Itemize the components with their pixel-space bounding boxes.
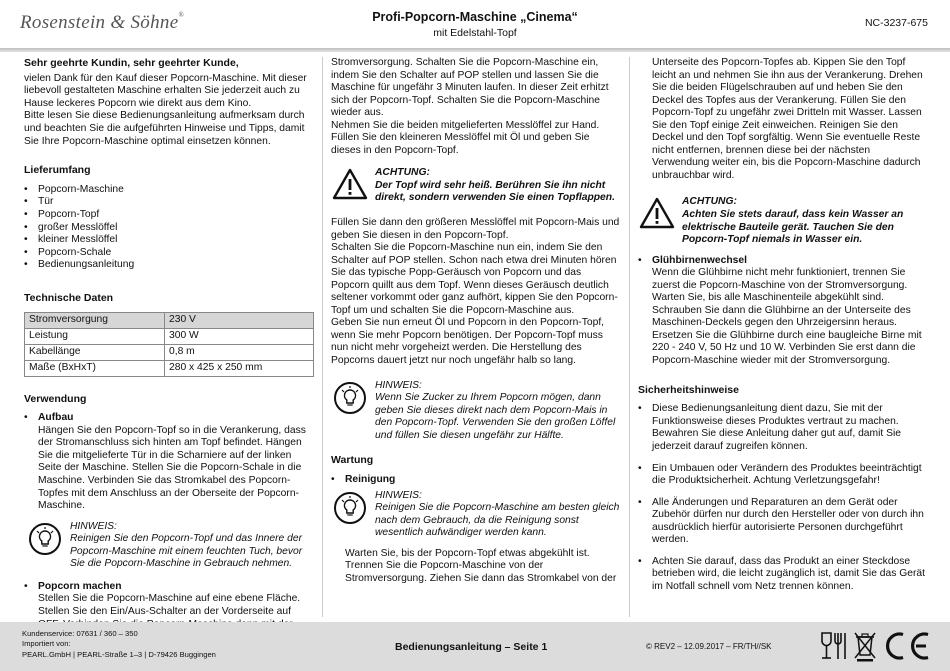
warning-text: Der Topf wird sehr heiß. Berühren Sie ihn nicht direkt, sondern verwenden Sie einen Topflappen. xyxy=(375,179,615,204)
note-title: HINWEIS: xyxy=(375,489,422,501)
paragraph: Nehmen Sie die beiden mitgelieferten Messlöffel zur Hand. Füllen Sie den kleineren Messlöffel mit Öl und geben Sie dieses in den Popcorn-Topf. xyxy=(331,119,600,156)
weee-bin-icon xyxy=(852,630,878,667)
greeting: Sehr geehrte Kundin, sehr geehrter Kunde, xyxy=(24,57,239,69)
spec-value: 280 x 425 x 250 mm xyxy=(165,360,314,376)
header-divider xyxy=(0,48,950,52)
title-block xyxy=(0,10,950,40)
spec-label: Leistung xyxy=(25,328,165,344)
bulb-block xyxy=(638,255,928,368)
doc-number: NC-3237-675 xyxy=(864,17,928,29)
brand-name: Rosenstein & Söhne xyxy=(20,12,179,33)
note-box xyxy=(26,521,314,571)
lightbulb-icon xyxy=(331,380,371,416)
certification-icons xyxy=(818,630,932,667)
bullet: • xyxy=(24,580,28,592)
warning-content xyxy=(678,196,928,246)
importer-label: Importiert von: xyxy=(22,639,71,649)
note-text: Reinigen Sie die Popcorn-Maschine am besten gleich nach dem Gebrauch, da die Reinigung sonst wesentlich aufwändiger werden kann. xyxy=(375,502,620,539)
list-item: • Ein Umbauen oder Verändern des Produktes beeinträchtigt die Produktsicherheit. Achtung Verletzungsgefahr! xyxy=(638,463,928,488)
lightbulb-icon xyxy=(26,521,66,557)
note-text: Reinigen Sie den Popcorn-Topf und das Innere der Popcorn-Maschine mit einem feuchten Tuch, bevor Sie die Popcorn-Maschine in Gebrauch nehmen. xyxy=(70,533,303,570)
section-heading-scope: Lieferumfang xyxy=(24,164,91,177)
list-item: • Achten Sie darauf, dass das Produkt an einer Steckdose betrieben wird, die leicht zugänglich ist, damit Sie das Gerät im Notfall schnell vom Netz trennen können. xyxy=(638,556,928,594)
list-item: • Diese Bedienungsanleitung dient dazu, Sie mit der Funktionsweise dieses Produktes vertraut zu machen. Bewahren Sie diese Anleitung daher gut auf, damit Sie jederzeit darauf zugreifen können. xyxy=(638,403,928,453)
warning-triangle-icon xyxy=(638,196,678,232)
table-row xyxy=(25,328,314,344)
ce-mark-icon xyxy=(882,630,932,667)
paragraph: Unterseite des Popcorn-Topfes ab. Kippen Sie den Topf leicht an und nehmen Sie ihn aus der Verankerung. Drehen Sie die beiden Flügelschrauben auf und heben Sie den Deckel des Topfes aus der Verankerung. Füllen Sie den Popcorn-Topf zu ungefähr zwei Dritteln mit Wasser. Lassen Sie den Topf einige Zeit einweichen. Reinigen Sie den Deckel und den Topf sorgfältig. Wenn Sie eventuelle Reste nicht entfernen, brennen diese bei der nächsten Verwendung weiter ein, bis die Popcorn-Maschine dadurch unbrauchbar wird. xyxy=(652,57,923,181)
note-box xyxy=(331,380,621,443)
column-divider xyxy=(322,57,323,617)
safety-list xyxy=(638,403,928,593)
list-item: • Popcorn-Maschine xyxy=(24,184,314,197)
food-safe-icon xyxy=(818,630,848,667)
table-row xyxy=(25,312,314,328)
spec-label: Kabellänge xyxy=(25,344,165,360)
specs-table xyxy=(24,312,314,377)
list-item: • Alle Änderungen und Reparaturen an dem Gerät oder Zubehör dürfen nur durch den Hersteller oder von durch ihn ausdrücklich hierfür autorisierte Personen durchgeführt werden. xyxy=(638,497,928,547)
note-text: Wenn Sie Zucker zu Ihrem Popcorn mögen, dann geben Sie dieses direkt nach dem Popcorn-Mais in den Popcorn-Topf. Verwenden Sie den großen Löffel und füllen Sie diesen ungefähr zur Hälfte. xyxy=(375,392,616,441)
footer-contact xyxy=(22,629,216,660)
list-item: • Popcorn-Schale xyxy=(24,247,314,260)
spec-value: 0,8 m xyxy=(165,344,314,360)
section-heading-specs: Technische Daten xyxy=(24,291,114,304)
bullet: • xyxy=(331,474,335,486)
spec-label: Stromversorgung xyxy=(25,312,165,328)
section-heading-maintenance: Wartung xyxy=(331,454,374,467)
note-content xyxy=(371,380,621,443)
intro-paragraph: vielen Dank für den Kauf dieser Popcorn-Maschine. Mit dieser liebevoll gestalteten Maschine erhalten Sie jederzeit auch zu Hause leckeres Popcorn wie direkt aus dem Kino. xyxy=(24,72,307,109)
revision: © REV2 – 12.09.2017 – FR/TH//SK xyxy=(646,642,772,651)
cleaning-block xyxy=(331,474,621,487)
making-text: Stellen Sie die Popcorn-Maschine auf eine ebene Fläche. Stellen Sie den Ein/Aus-Schalter an der Vorderseite auf xyxy=(38,593,301,617)
cleaning-text: Warten Sie, bis der Popcorn-Topf etwas abgekühlt ist. Trennen Sie die Popcorn-Maschine von der Stromversorgung. Ziehen Sie dann das Stromkabel von der xyxy=(345,547,617,584)
warning-title: ACHTUNG: xyxy=(682,196,737,208)
bullet: • xyxy=(638,254,642,266)
column-divider xyxy=(629,57,630,617)
warning-box xyxy=(638,196,928,246)
spec-label: Maße (BxHxT) xyxy=(25,360,165,376)
importer: PEARL.GmbH | PEARL-Straße 1–3 | D-79426 Buggingen xyxy=(22,649,216,659)
bulb-title: Glühbirnenwechsel xyxy=(652,254,747,266)
bullet: • xyxy=(24,412,28,424)
page-footer xyxy=(0,622,950,671)
note-box xyxy=(331,490,621,540)
brand-registered: ® xyxy=(178,11,185,19)
section-heading-safety: Sicherheitshinweise xyxy=(638,383,739,396)
warning-content xyxy=(371,167,621,205)
page-title: Profi-Popcorn-Maschine „Cinema“ xyxy=(372,10,578,24)
scope-list xyxy=(24,184,314,272)
intro-paragraph: Bitte lesen Sie diese Bedienungsanleitung aufmerksam durch und beachten Sie die aufgeführten Hinweise und Tipps, damit Sie Ihre Popcorn-Maschine optimal einsetzen können. xyxy=(24,110,305,147)
cleaning-title: Reinigung xyxy=(345,474,396,486)
note-title: HINWEIS: xyxy=(375,379,422,391)
page-subtitle: mit Edelstahl-Topf xyxy=(433,27,517,40)
list-item: • kleiner Messlöffel xyxy=(24,234,314,247)
warning-text: Achten Sie stets darauf, dass kein Wasser an elektrische Bauteile gerät. Tauchen Sie den Popcorn-Topf niemals in Wasser ein. xyxy=(682,209,904,246)
table-row xyxy=(25,344,314,360)
section-heading-usage: Verwendung xyxy=(24,392,87,405)
list-item: • Tür xyxy=(24,196,314,209)
table-row xyxy=(25,360,314,376)
paragraph: Schalten Sie die Popcorn-Maschine nun ein, indem Sie den Schalter auf POP stellen. Schon nach etwa drei Minuten hören Sie das typische Popp-Geräusch von Popcorn und das Popcorn quillt aus dem Topf. Wenn dieses Geräusch deutlich seltener vorkommt oder ganz aufhört, kippen Sie den Popcorn-Topf um und schalten Sie die Popcorn-Maschine aus. xyxy=(331,242,618,316)
list-item: • Popcorn-Topf xyxy=(24,209,314,222)
page-header xyxy=(0,0,950,48)
making-title: Popcorn machen xyxy=(38,580,122,592)
paragraph: Füllen Sie dann den größeren Messlöffel mit Popcorn-Mais und geben Sie diesen in den Popcorn-Topf. xyxy=(331,217,620,241)
list-item: • großer Messlöffel xyxy=(24,222,314,235)
warning-box xyxy=(331,167,621,205)
note-title: HINWEIS: xyxy=(70,520,117,532)
warning-triangle-icon xyxy=(331,167,371,203)
paragraph: Geben Sie nun erneut Öl und Popcorn in den Popcorn-Topf, wenn Sie mehr Popcorn benötigen. Der Popcorn-Topf muss nun nicht mehr vorgeheizt werden. Die Herstellung des Popcorns dauert jetzt nur noch ungefähr halb so lang. xyxy=(331,317,605,367)
note-content xyxy=(66,521,314,571)
setup-title: Aufbau xyxy=(38,412,74,424)
column-2 xyxy=(331,57,621,585)
note-content xyxy=(371,490,621,540)
bulb-text: Wenn die Glühbirne nicht mehr funktioniert, trennen Sie zuerst die Popcorn-Maschine von der Stromversorgung. Warten Sie, bis alle Maschinenteile abgekühlt sind. Schrauben Sie dann die Glühbirne an der Unterseite des Maschinen-Deckels gegen den Uhrzeigersinn heraus. Ersetzen Sie die Glühbirne durch eine baugleiche Birne mit 220 - 240 V, 50 Hz und 10 W. Verbinden Sie erst dann die Popcorn-Maschine wieder mit der Stromversorgung. xyxy=(652,267,922,367)
warning-title: ACHTUNG: xyxy=(375,167,430,179)
spec-value: 300 W xyxy=(165,328,314,344)
customer-service: Kundenservice: 07631 / 360 – 350 xyxy=(22,629,138,638)
list-item: • Bedienungsanleitung xyxy=(24,259,314,272)
setup-text: Hängen Sie den Popcorn-Topf so in die Verankerung, dass der Stromanschluss sich hinten am Topf befindet. Hängen Sie die mitgelieferte Tür in die Scharniere auf der linken Seite der Maschine. Stellen Sie die Popcorn-Schale in die Maschine. Verbinden Sie das Stromkabel des Popcorn-Topfes mit dem Anschluss an der Oberseite der Popcorn-Maschine. xyxy=(38,424,306,512)
page-label: Bedienungsanleitung – Seite 1 xyxy=(395,641,548,653)
spec-value: 230 V xyxy=(165,312,314,328)
setup-block xyxy=(24,412,314,512)
column-1 xyxy=(24,57,314,634)
lightbulb-icon xyxy=(331,490,371,526)
column-3 xyxy=(638,57,928,602)
paragraph: Stromversorgung. Schalten Sie die Popcorn-Maschine ein, indem Sie den Schalter auf POP stellen und lassen Sie die Maschine für ungefähr 3 Minuten laufen. In dieser Zeit erhitzt sich der Popcorn-Topf. Schalten Sie die Popcorn-Maschine wieder aus. xyxy=(331,57,609,119)
